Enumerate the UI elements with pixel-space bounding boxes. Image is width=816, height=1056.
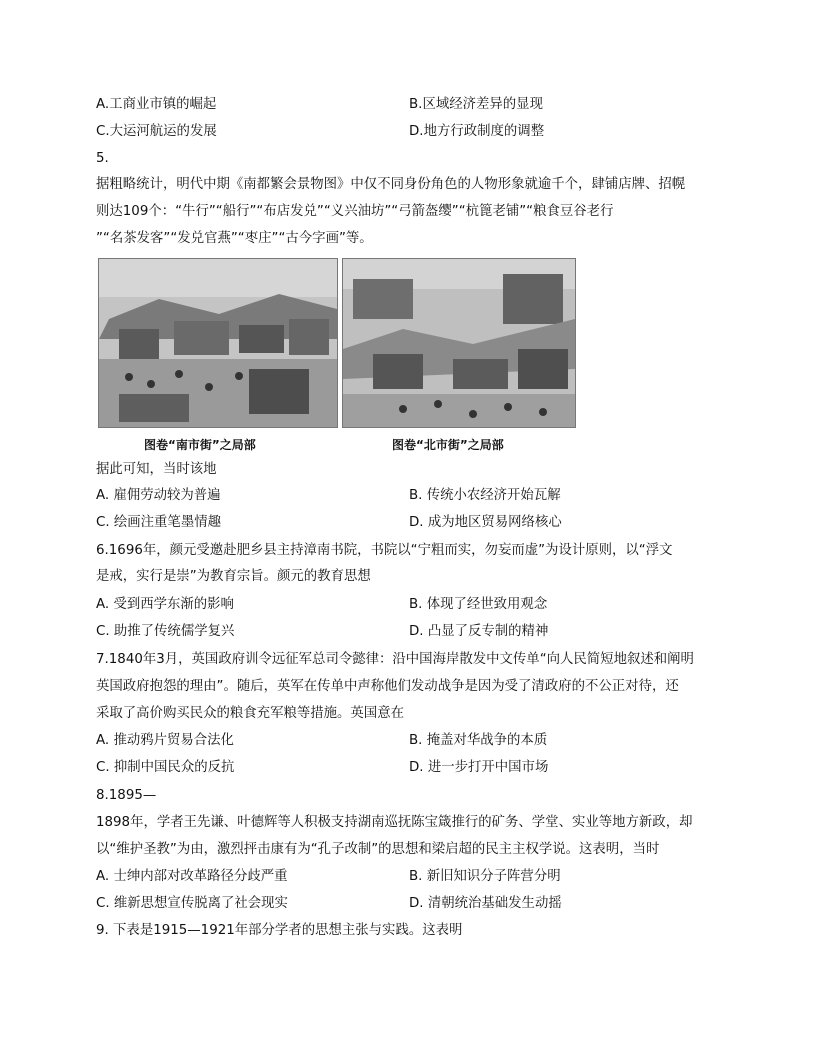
q4-option-c: C.大运河航运的发展 xyxy=(96,124,217,139)
q8-stem-line-3: 以“维护圣教”为由，激烈抨击康有为“孔子改制”的思想和梁启超的民主主权学说。这表明，当时 xyxy=(96,842,660,857)
q9-stem: 9. 下表是1915—1921年部分学者的思想主张与实践。这表明 xyxy=(96,923,463,938)
q6-stem-line-2: 是戒，实行是崇”为教育宗旨。颜元的教育思想 xyxy=(96,569,371,584)
q7-stem-line-2: 英国政府抱怨的理由”。随后，英军在传单中声称他们发动战争是因为受了清政府的不公正对待，还 xyxy=(96,679,679,694)
q4-option-b: B.区域经济差异的显现 xyxy=(409,97,543,112)
south-market-street-painting xyxy=(98,258,338,428)
q7-option-b: B. 掩盖对华战争的本质 xyxy=(409,733,548,748)
q7-option-d: D. 进一步打开中国市场 xyxy=(409,760,549,775)
q7-stem-line-3: 采取了高价购买民众的粮食充军粮等措施。英国意在 xyxy=(96,706,404,721)
q8-stem-line-1: 8.1895— xyxy=(96,788,157,803)
q4-option-a: A.工商业市镇的崛起 xyxy=(96,97,217,112)
q5-question: 据此可知，当时该地 xyxy=(96,462,217,477)
q6-option-b: B. 体现了经世致用观念 xyxy=(409,597,548,612)
q5-stem-line-2: 则达109个：“牛行”“船行”“布店发兑”“义兴油坊”“弓箭盔缨”“杭篦老铺”“粮食豆谷老行 xyxy=(96,204,614,219)
north-market-street-painting xyxy=(342,258,576,428)
q5-option-d: D. 成为地区贸易网络核心 xyxy=(409,515,562,530)
q7-stem-line-1: 7.1840年3月，英国政府训令远征军总司令懿律：沿中国海岸散发中文传单“向人民简短地叙述和阐明 xyxy=(96,652,694,667)
q8-option-a: A. 士绅内部对改革路径分歧严重 xyxy=(96,869,288,884)
q7-option-a: A. 推动鸦片贸易合法化 xyxy=(96,733,234,748)
q4-option-d: D.地方行政制度的调整 xyxy=(409,124,545,139)
q5-option-b: B. 传统小农经济开始瓦解 xyxy=(409,488,561,503)
q5-stem-line-3: ”“名茶发客”“发兑官燕”“枣庄”“古今字画”等。 xyxy=(96,231,373,246)
q6-option-c: C. 助推了传统儒学复兴 xyxy=(96,624,235,639)
q8-option-d: D. 清朝统治基础发生动摇 xyxy=(409,896,562,911)
q5-stem-line-1: 据粗略统计，明代中期《南都繁会景物图》中仅不同身份角色的人物形象就逾千个，肆铺店牌、招幌 xyxy=(96,177,686,192)
q7-option-c: C. 抑制中国民众的反抗 xyxy=(96,760,235,775)
q5-option-c: C. 绘画注重笔墨情趣 xyxy=(96,515,221,530)
south-street-caption: 图卷“南市街”之局部 xyxy=(144,438,256,452)
q8-option-c: C. 维新思想宣传脱离了社会现实 xyxy=(96,896,288,911)
q8-stem-line-2: 1898年，学者王先谦、叶德辉等人积极支持湖南巡抚陈宝箴推行的矿务、学堂、实业等地方新政，却 xyxy=(96,815,693,830)
q5-number: 5. xyxy=(96,151,109,166)
q6-option-d: D. 凸显了反专制的精神 xyxy=(409,624,549,639)
q5-option-a: A. 雇佣劳动较为普遍 xyxy=(96,488,221,503)
q8-option-b: B. 新旧知识分子阵营分明 xyxy=(409,869,561,884)
q6-option-a: A. 受到西学东渐的影响 xyxy=(96,597,234,612)
q6-stem-line-1: 6.1696年，颜元受邀赴肥乡县主持漳南书院，书院以“宁粗而实，勿妄而虚”为设计原则，以“浮文 xyxy=(96,543,673,558)
north-street-caption: 图卷“北市街”之局部 xyxy=(392,438,504,452)
